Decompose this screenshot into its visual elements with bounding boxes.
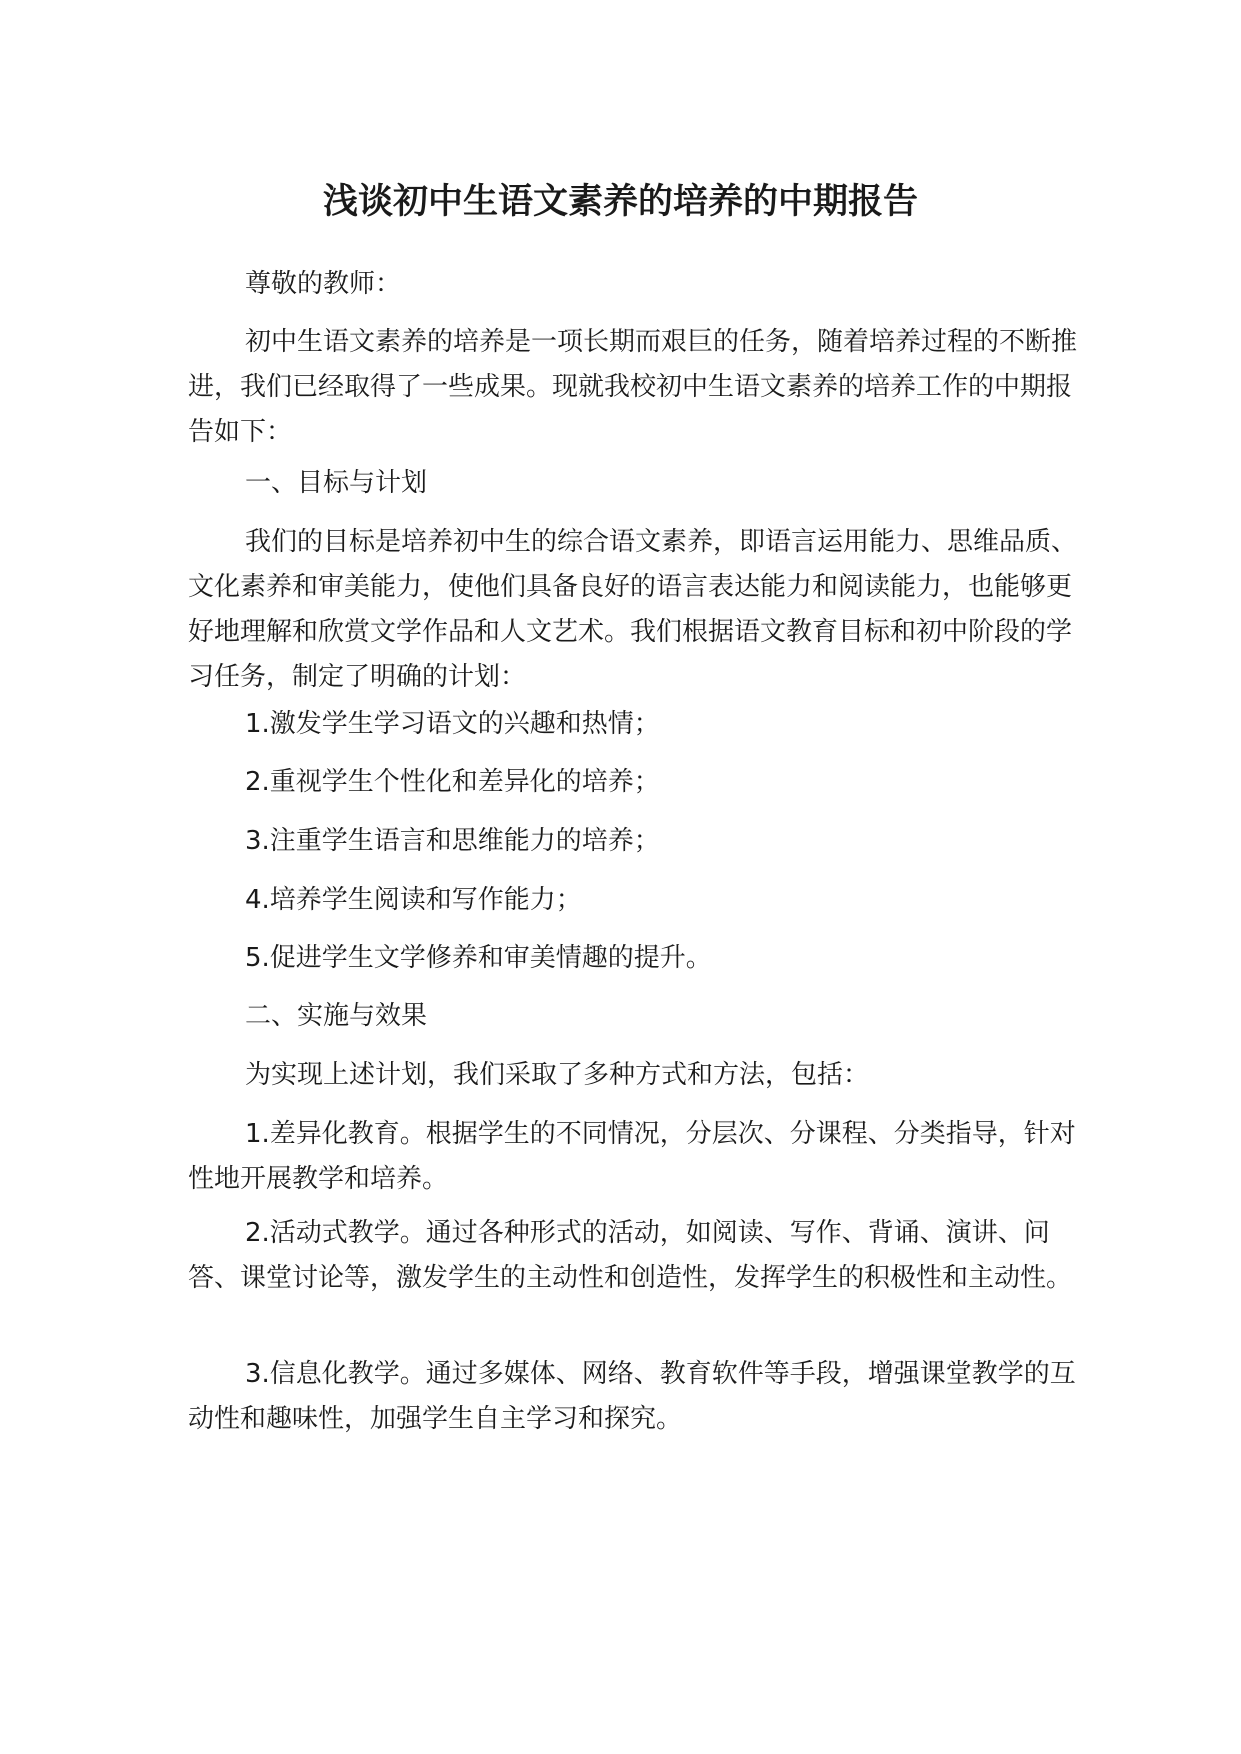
goals-paragraph: 我们的目标是培养初中生的综合语文素养，即语言运用能力、思维品质、文化素养和审美能力，使他们具备良好的语言表达能力和阅读能力，也能够更好地理解和欣赏文学作品和人文艺术。我们根据语文教育目标和初中阶段的学习任务，制定了明确的计划：	[188, 527, 1078, 692]
section-heading-implementation: 二、实施与效果	[245, 1001, 428, 1031]
intro-paragraph: 初中生语文素养的培养是一项长期而艰巨的任务，随着培养过程的不断推进，我们已经取得了一些成果。现就我校初中生语文素养的培养工作的中期报告如下：	[188, 327, 1078, 447]
method-item-1: 1.差异化教育。根据学生的不同情况，分层次、分课程、分类指导，针对性地开展教学和培养。	[188, 1119, 1076, 1194]
plan-item-2: 2.重视学生个性化和差异化的培养；	[245, 767, 660, 797]
plan-item-1: 1.激发学生学习语文的兴趣和热情；	[245, 709, 660, 739]
section-heading-goals: 一、目标与计划	[245, 468, 428, 498]
methods-intro: 为实现上述计划，我们采取了多种方式和方法，包括：	[245, 1060, 870, 1090]
plan-item-4: 4.培养学生阅读和写作能力；	[245, 885, 582, 915]
document-title: 浅谈初中生语文素养的培养的中期报告	[322, 182, 918, 222]
method-item-3: 3.信息化教学。通过多媒体、网络、教育软件等手段，增强课堂教学的互动性和趣味性，加强学生自主学习和探究。	[188, 1359, 1076, 1434]
method-item-2: 2.活动式教学。通过各种形式的活动，如阅读、写作、背诵、演讲、问答、课堂讨论等，激发学生的主动性和创造性，发挥学生的积极性和主动性。	[188, 1218, 1073, 1293]
salutation: 尊敬的教师：	[245, 269, 402, 299]
plan-item-5: 5.促进学生文学修养和审美情趣的提升。	[245, 943, 712, 973]
plan-item-3: 3.注重学生语言和思维能力的培养；	[245, 826, 660, 856]
